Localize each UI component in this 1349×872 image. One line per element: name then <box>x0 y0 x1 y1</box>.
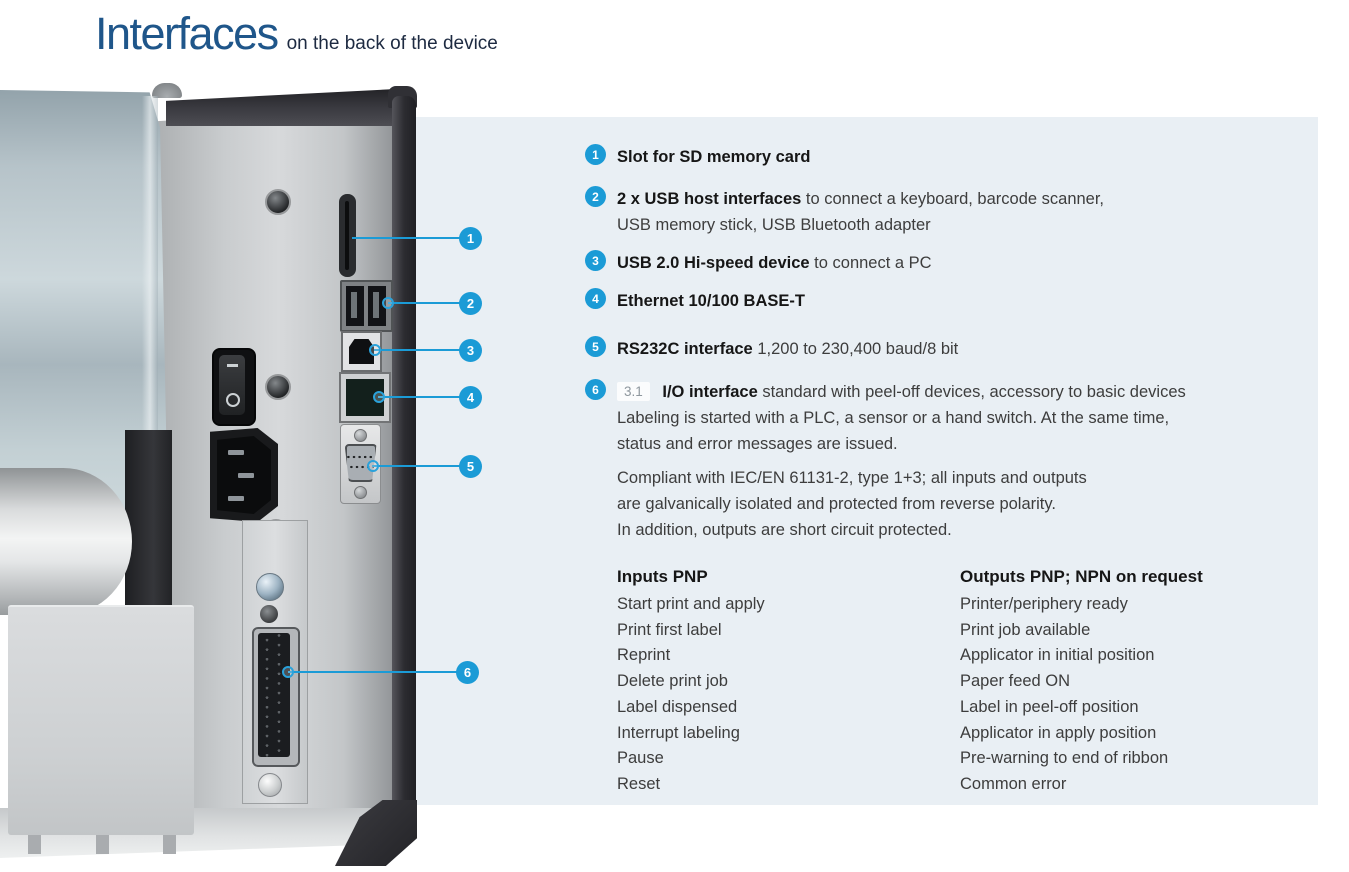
item-description: to connect a PC <box>814 254 932 272</box>
item-description-line2: Labeling is started with a PLC, a sensor or a hand switch. At the same time, <box>617 409 1170 427</box>
callout-badge-1: 1 <box>459 227 482 250</box>
inlet-pin-slot <box>228 496 244 501</box>
callout-marker-2 <box>382 297 394 309</box>
item-text <box>617 336 958 362</box>
input-signal: Reprint <box>617 646 671 665</box>
item-number-badge: 1 <box>585 144 606 165</box>
base-foot-notch <box>28 834 41 854</box>
page-title: Interfaces <box>95 8 278 59</box>
compliance-line: Compliant with IEC/EN 61131-2, type 1+3; all inputs and outputs <box>617 469 1087 487</box>
inlet-pin-slot <box>238 473 254 478</box>
interface-item-4 <box>585 288 1305 314</box>
input-signal: Pause <box>617 749 664 768</box>
interface-item-1 <box>585 144 1305 170</box>
io-outputs-column <box>960 564 1305 798</box>
item-description-line2: USB memory stick, USB Bluetooth adapter <box>617 216 931 234</box>
db9-screw <box>354 429 367 442</box>
callout-line-2 <box>388 302 460 304</box>
item-text <box>617 379 1186 405</box>
media-compartment-shadow <box>125 430 172 620</box>
power-on-mark <box>227 364 238 367</box>
interface-item-3 <box>585 250 1305 276</box>
panel-screw <box>265 189 291 215</box>
callout-marker-4 <box>373 391 385 403</box>
item-title: RS232C interface <box>617 340 753 358</box>
item-description: to connect a keyboard, barcode scanner, <box>805 190 1105 208</box>
bezel-top-cap <box>388 86 417 108</box>
callout-line-5 <box>372 465 460 467</box>
interface-item-5 <box>585 336 1305 362</box>
output-signal: Label in peel-off position <box>960 697 1139 716</box>
item-text <box>617 288 805 314</box>
bottom-cover <box>8 605 194 835</box>
output-signal: Common error <box>960 774 1067 793</box>
compliance-line: are galvanically isolated and protected from reverse polarity. <box>617 495 1056 513</box>
interface-descriptions <box>585 140 1305 798</box>
panel-screw <box>265 374 291 400</box>
outputs-column-header: Outputs PNP; NPN on request <box>960 567 1203 586</box>
revision-badge: 3.1 <box>617 382 650 401</box>
item-title: USB 2.0 Hi-speed device <box>617 254 810 272</box>
callout-line-4 <box>378 396 460 398</box>
item-number-badge: 6 <box>585 379 606 400</box>
interface-item-2 <box>585 186 1305 238</box>
plate-hex-screw <box>260 605 278 623</box>
compliance-line: In addition, outputs are short circuit protected. <box>617 521 952 539</box>
power-off-mark <box>226 393 240 407</box>
usb-a-port <box>346 286 364 326</box>
callout-line-1 <box>352 237 460 239</box>
item-text <box>617 250 932 276</box>
item-description: standard with peel-off devices, accessory to basic devices <box>762 383 1186 401</box>
io-signal-columns <box>617 564 1305 798</box>
callout-line-3 <box>374 349 460 351</box>
input-signal: Label dispensed <box>617 697 738 716</box>
item-title: Slot for SD memory card <box>617 148 811 166</box>
callout-marker-3 <box>369 344 381 356</box>
item-title: Ethernet 10/100 BASE-T <box>617 292 805 310</box>
power-rocker <box>219 355 245 415</box>
input-signal: Delete print job <box>617 672 728 691</box>
frosted-cover <box>0 90 174 564</box>
power-inlet <box>210 428 278 522</box>
inlet-pin-slot <box>228 450 244 455</box>
plate-bottom-screw <box>258 773 282 797</box>
callout-marker-5 <box>367 460 379 472</box>
compliance-paragraph <box>585 465 1305 543</box>
power-switch <box>212 348 256 426</box>
plate-thumbscrew <box>256 573 284 601</box>
output-signal: Applicator in initial position <box>960 646 1155 665</box>
io-interface-plate <box>242 520 308 804</box>
inputs-column-header: Inputs PNP <box>617 567 708 586</box>
db9-screw <box>354 486 367 499</box>
output-signal: Applicator in apply position <box>960 723 1157 742</box>
item-number-badge: 5 <box>585 336 606 357</box>
input-signal: Reset <box>617 774 661 793</box>
callout-badge-5: 5 <box>459 455 482 478</box>
callout-badge-6: 6 <box>456 661 479 684</box>
power-inlet-socket <box>217 436 271 514</box>
input-signal: Print first label <box>617 620 722 639</box>
input-signal: Interrupt labeling <box>617 723 740 742</box>
output-signal: Print job available <box>960 620 1091 639</box>
printer-base <box>0 808 404 858</box>
printer-bottom-corner <box>335 800 417 866</box>
callout-badge-3: 3 <box>459 339 482 362</box>
interface-item-6 <box>585 379 1305 457</box>
item-description: 1,200 to 230,400 baud/8 bit <box>757 340 959 358</box>
item-text <box>617 144 810 170</box>
hinge-knob <box>152 83 182 98</box>
page-subtitle: on the back of the device <box>286 33 498 54</box>
printer-back-panel <box>150 106 398 814</box>
output-signal: Pre-warning to end of ribbon <box>960 749 1169 768</box>
callout-line-6 <box>288 671 457 673</box>
item-title: 2 x USB host interfaces <box>617 190 802 208</box>
base-foot-notch <box>96 834 109 854</box>
cover-highlight <box>142 96 158 558</box>
callout-badge-2: 2 <box>459 292 482 315</box>
item-number-badge: 4 <box>585 288 606 309</box>
io-inputs-column <box>617 564 960 798</box>
base-foot-notch <box>163 834 176 854</box>
output-signal: Paper feed ON <box>960 672 1071 691</box>
paper-roll <box>0 468 132 615</box>
page-header <box>95 8 498 60</box>
item-number-badge: 2 <box>585 186 606 207</box>
callout-badge-4: 4 <box>459 386 482 409</box>
item-description-line3: status and error messages are issued. <box>617 435 898 453</box>
item-title: I/O interface <box>662 383 758 401</box>
printer-top-edge <box>166 89 416 126</box>
callout-marker-6 <box>282 666 294 678</box>
input-signal: Start print and apply <box>617 595 765 613</box>
io-db25-connector <box>252 627 300 767</box>
sd-card-slot <box>339 194 356 277</box>
item-number-badge: 3 <box>585 250 606 271</box>
item-text <box>617 186 1104 212</box>
output-signal: Printer/periphery ready <box>960 595 1128 613</box>
panel-screw <box>263 519 289 545</box>
